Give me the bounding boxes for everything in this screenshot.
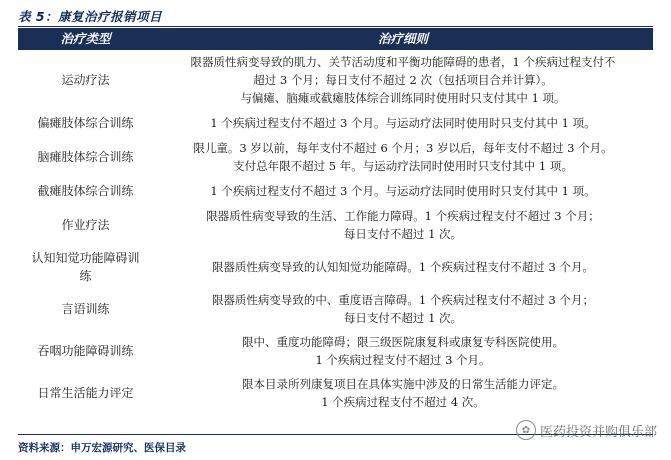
treatment-type-cell [18, 71, 153, 89]
treatment-detail-cell [153, 182, 653, 200]
watermark-text: 医药投资并购俱乐部 [539, 424, 657, 440]
treatment-detail-cell [153, 114, 653, 132]
treatment-detail-line: 每日支付不超过 1 次。 [343, 311, 463, 325]
table-row [18, 112, 653, 134]
treatment-detail-cell [153, 375, 653, 411]
treatment-detail-cell [153, 258, 653, 276]
treatment-detail-line: 超过 3 个月；每日支付不超过 2 次（包括项目合并计算）。 [253, 73, 553, 87]
top-rule [18, 26, 653, 27]
treatment-type-line: 吞咽功能障碍训练 [37, 344, 134, 358]
table-row [18, 138, 653, 176]
treatment-detail-line: 限器质性病变导致的认知知觉功能障碍。1 个疾病过程支付不超过 3 个月。 [211, 260, 595, 274]
table-row [18, 180, 653, 202]
table-row [18, 248, 653, 286]
treatment-detail-line: 限器质性病变导致的生活、工作能力障碍。1 个疾病过程支付不超过 3 个月； [206, 209, 600, 223]
treatment-type-line: 偏瘫肢体综合训练 [37, 116, 134, 130]
treatment-type-cell [18, 148, 153, 166]
treatment-type-cell [18, 114, 153, 132]
treatment-detail-line: 支付总年限不超过 5 年。与运动疗法同时使用时只支付其中 1 项。 [233, 159, 573, 173]
treatment-type-cell [18, 300, 153, 318]
treatment-detail-line: 每日支付不超过 1 次。 [343, 227, 463, 241]
table-header [18, 28, 653, 50]
treatment-type-line: 运动疗法 [61, 73, 110, 87]
treatment-detail-line: 1 个疾病过程支付不超过 3 个月。与运动疗法同时使用时只支付其中 1 项。 [210, 184, 596, 198]
table-body [18, 52, 653, 416]
treatment-detail-line: 限中、重度功能障碍；限三级医院康复科或康复专科医院使用。 [242, 335, 564, 349]
treatment-detail-cell [153, 53, 653, 107]
table-row [18, 332, 653, 370]
treatment-type-cell [18, 342, 153, 360]
treatment-type-cell [18, 182, 153, 200]
treatment-detail-cell [153, 333, 653, 369]
treatment-type-cell [18, 249, 153, 285]
table-row [18, 206, 653, 244]
treatment-detail-cell [153, 139, 653, 175]
treatment-detail-line: 限儿童。3 岁以前，每年支付不超过 6 个月；3 岁以后，每年支付不超过 3 个月。 [193, 141, 613, 155]
treatment-detail-line: 1 个疾病过程支付不超过 3 个月。与运动疗法同时使用时只支付其中 1 项。 [210, 116, 596, 130]
treatment-type-line: 日常生活能力评定 [37, 386, 134, 400]
treatment-type-line: 认知知觉功能障碍训 [31, 251, 140, 265]
treatment-type-cell [18, 384, 153, 402]
treatment-detail-cell [153, 291, 653, 327]
source-note: 资料来源：申万宏源研究、医保目录 [18, 442, 186, 454]
header-treatment-type: 治疗类型 [60, 31, 111, 46]
treatment-detail-line: 1 个疾病过程支付不超过 4 次。 [321, 395, 485, 409]
table-row [18, 52, 653, 108]
treatment-type-line: 脑瘫肢体综合训练 [37, 150, 134, 164]
treatment-type-cell [18, 216, 153, 234]
treatment-detail-line: 与偏瘫、脑瘫或截瘫肢体综合训练同时使用时只支付其中 1 项。 [240, 91, 566, 105]
treatment-type-line: 作业疗法 [61, 218, 110, 232]
table-row [18, 290, 653, 328]
treatment-type-line: 练 [79, 269, 92, 283]
treatment-type-line: 言语训练 [61, 302, 110, 316]
treatment-detail-line: 限器质性病变导致的肌力、关节活动度和平衡功能障碍的患者，1 个疾病过程支付不 [190, 55, 616, 69]
treatment-detail-line: 限器质性病变导致的中、重度语言障碍。1 个疾病过程支付不超过 3 个月； [211, 293, 595, 307]
table-row [18, 374, 653, 412]
treatment-detail-line: 1 个疾病过程支付不超过 3 个月。 [315, 353, 491, 367]
wechat-icon: ✿ [516, 420, 536, 440]
treatment-type-line: 截瘫肢体综合训练 [37, 184, 134, 198]
treatment-detail-line: 限本目录所列康复项目在具体实施中涉及的日常生活能力评定。 [242, 377, 564, 391]
watermark [516, 420, 657, 440]
table-title: 表 5：康复治疗报销项目 [18, 9, 163, 24]
header-treatment-details: 治疗细则 [377, 31, 428, 46]
treatment-detail-cell [153, 207, 653, 243]
